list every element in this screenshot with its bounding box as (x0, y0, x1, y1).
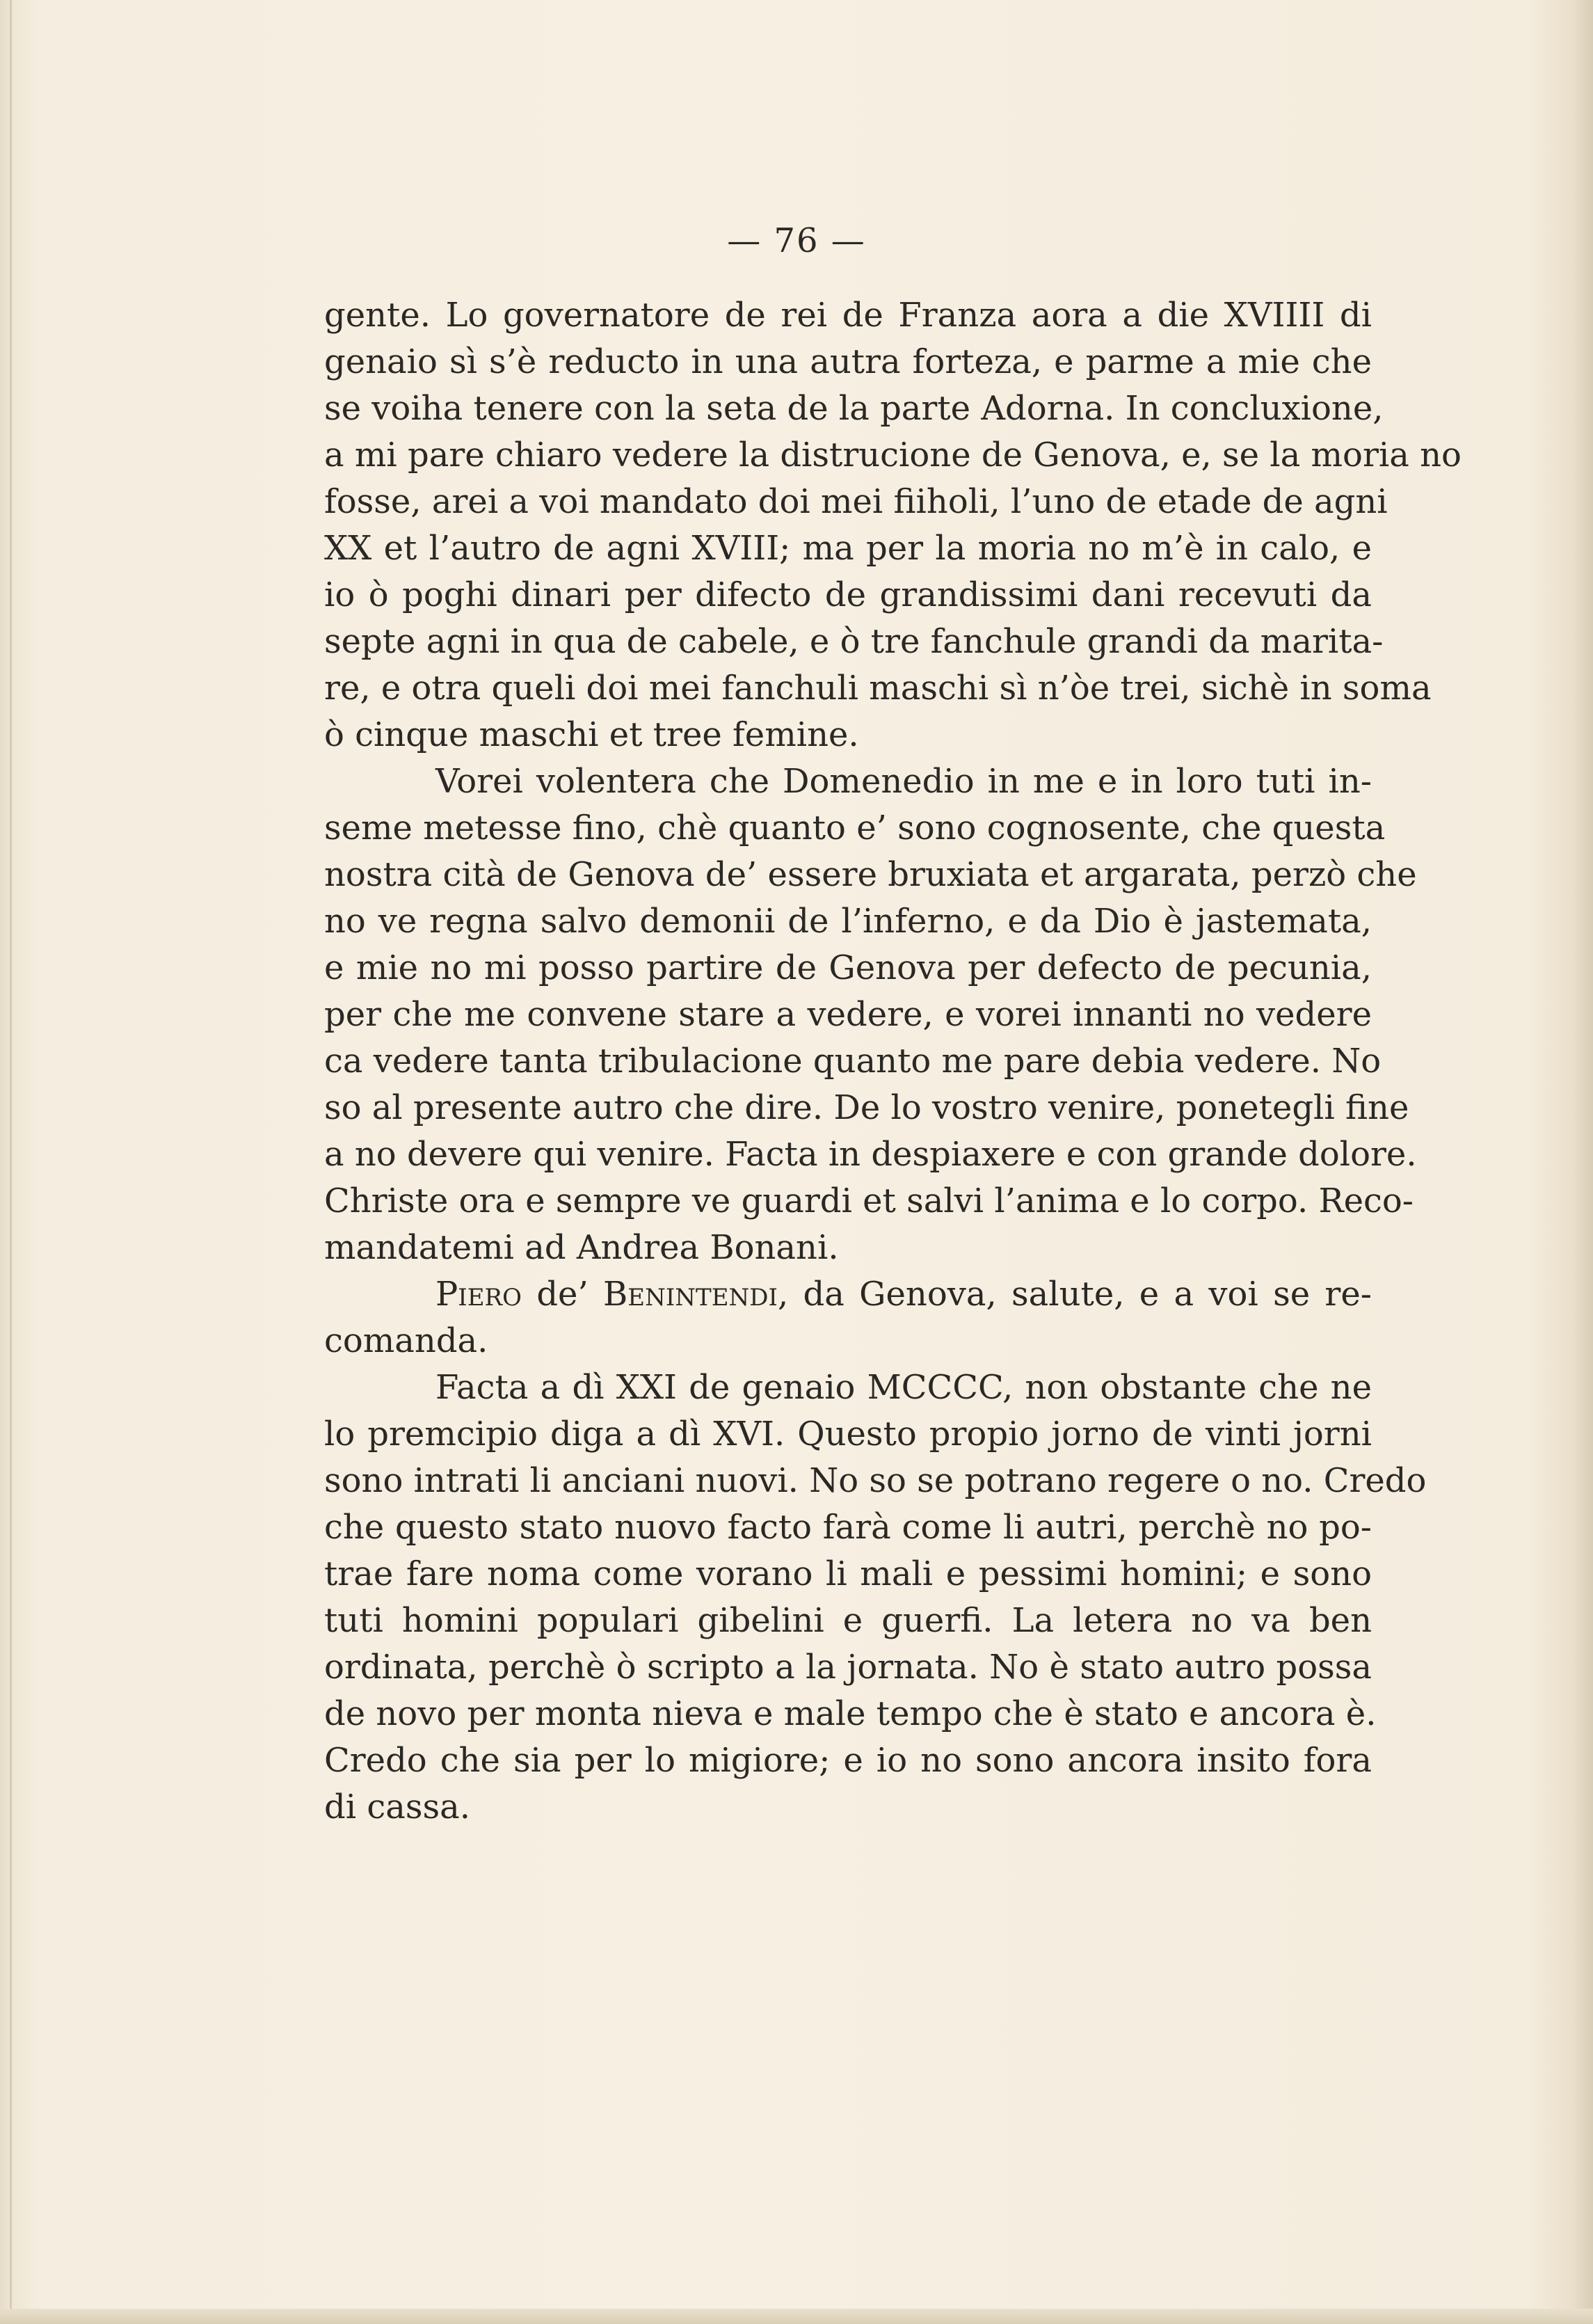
text-line: Credo che sia per lo migiore; e io no sono ancora insito fora (324, 1741, 1372, 1780)
text-line: gente. Lo governatore de rei de Franza aora a die XVIIII di (324, 296, 1372, 335)
text-line: per che me convene stare a vedere, e vorei innanti no vedere (324, 995, 1372, 1034)
signature-name: Piero (435, 1275, 522, 1314)
text-line: comanda. (324, 1321, 488, 1360)
text-line: Facta a dì XXI de genaio MCCCC, non obstante che ne (435, 1368, 1372, 1407)
signature-connector: de’ (536, 1275, 589, 1314)
binding-gutter (10, 0, 12, 2324)
text-line: io ò poghi dinari per difecto de grandissimi dani recevuti da (324, 575, 1372, 614)
body-text (324, 292, 1462, 1831)
text-line: ca vedere tanta tribulacione quanto me pare debia vedere. No (324, 1042, 1382, 1081)
signature-paragraph (324, 1271, 1372, 1364)
text-line: septe agni in qua de cabele, e ò tre fanchule grandi da marita- (324, 622, 1384, 661)
paragraph-1 (324, 292, 1462, 758)
text-line: tuti homini populari gibelini e guerfi. La letera no va ben (324, 1601, 1372, 1640)
signature-rest: , da Genova, salute, e a voi se re- (777, 1275, 1372, 1314)
text-line: fosse, arei a voi mandato doi mei fiiholi, l’uno de etade de agni (324, 482, 1388, 521)
paragraph-4 (324, 1364, 1427, 1831)
text-line: di cassa. (324, 1788, 470, 1826)
text-line: mandatemi ad Andrea Bonani. (324, 1228, 839, 1267)
text-line: nostra cità de Genova de’ essere bruxiata et argarata, perzò che (324, 855, 1417, 894)
signature-line (324, 1271, 1372, 1318)
text-line: Christe ora e sempre ve guardi et salvi l’anima e lo corpo. Reco- (324, 1181, 1414, 1220)
signature-surname: Benintendi (603, 1275, 778, 1314)
text-line: de novo per monta nieva e male tempo che è stato e ancora è. (324, 1694, 1377, 1733)
text-line: Vorei volentera che Domenedio in me e in loro tuti in- (435, 762, 1372, 801)
text-line: che questo stato nuovo facto farà come li autri, perchè no po- (324, 1508, 1372, 1547)
text-line: seme metesse fino, chè quanto e’ sono cognosente, che questa (324, 809, 1386, 847)
text-line: genaio sì s’è reducto in una autra forteza, e parme a mie che (324, 342, 1372, 381)
text-line: so al presente autro che dire. De lo vostro venire, ponetegli fine (324, 1088, 1409, 1127)
text-line: trae fare noma come vorano li mali e pessimi homini; e sono (324, 1554, 1372, 1593)
text-line: se voiha tenere con la seta de la parte Adorna. In concluxione, (324, 389, 1384, 428)
text-line: a mi pare chiaro vedere la distrucione de Genova, e, se la moria no (324, 436, 1462, 475)
page-bottom-edge (0, 2309, 1593, 2324)
text-line: sono intrati li anciani nuovi. No so se potrano regere o no. Credo (324, 1461, 1427, 1500)
text-line: re, e otra queli doi mei fanchuli maschi sì n’òe trei, sichè in soma (324, 669, 1432, 708)
text-line: XX et l’autro de agni XVIII; ma per la moria no m’è in calo, e (324, 529, 1372, 568)
page-number: — 76 — (727, 221, 866, 260)
text-line: e mie no mi posso partire de Genova per defecto de pecunia, (324, 948, 1372, 987)
paragraph-2 (324, 758, 1417, 1271)
text-line: no ve regna salvo demonii de l’inferno, e da Dio è jastemata, (324, 902, 1372, 941)
text-line: lo premcipio diga a dì XVI. Questo propio jorno de vinti jorni (324, 1415, 1372, 1454)
text-line: ò cinque maschi et tree femine. (324, 715, 859, 754)
text-line: ordinata, perchè ò scripto a la jornata. No è stato autro possa (324, 1648, 1372, 1687)
text-line: a no devere qui venire. Facta in despiaxere e con grande dolore. (324, 1135, 1417, 1174)
